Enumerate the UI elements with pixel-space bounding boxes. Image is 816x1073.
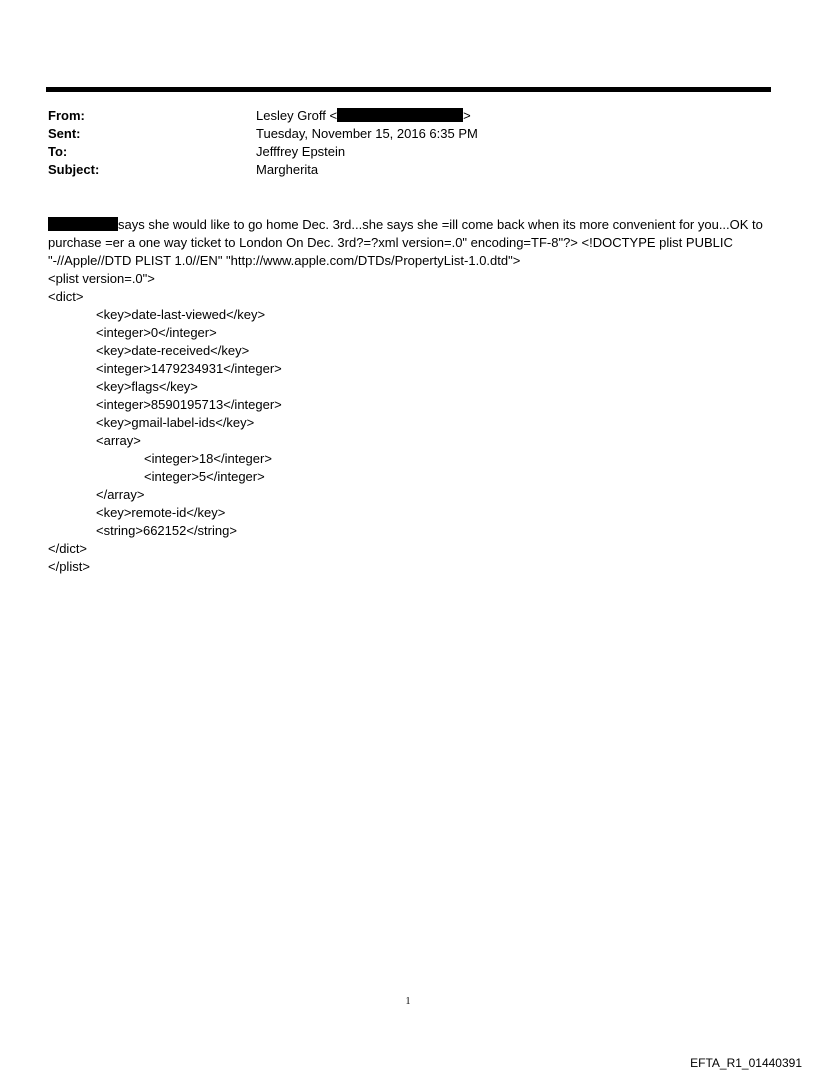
body-paragraph (48, 216, 772, 270)
sent-row (48, 125, 768, 143)
plist-line: <integer>5</integer> (144, 469, 265, 484)
from-suffix: > (463, 108, 471, 123)
subject-value: Margherita (256, 162, 319, 177)
subject-row (48, 161, 768, 179)
header-rule (46, 87, 771, 92)
plist-line: <key>flags</key> (96, 379, 198, 394)
plist-line: <integer>1479234931</integer> (96, 361, 282, 376)
from-row (48, 107, 768, 125)
to-row (48, 143, 768, 161)
plist-line: <key>remote-id</key> (96, 505, 226, 520)
plist-line: <key>date-received</key> (96, 343, 250, 358)
plist-line: <integer>0</integer> (96, 325, 217, 340)
document-id: EFTA_R1_01440391 (690, 1056, 802, 1070)
from-value (256, 107, 768, 125)
plist-lines (48, 270, 772, 576)
subject-label: Subject: (48, 162, 100, 177)
sent-label: Sent: (48, 126, 81, 141)
plist-line: <string>662152</string> (96, 523, 237, 538)
plist-line: <key>gmail-label-ids</key> (96, 415, 255, 430)
body-paragraph-text: says she would like to go home Dec. 3rd...she says she =ill come back when its more convenient for you...OK to purchase =er a one way ticket to London On Dec. 3rd?=?xml version=.0" encoding=TF-8"?> <!DOCTYPE plist PUBLIC "-//Apple//DTD PLIST 1.0//EN" "http://www.apple.com/DTDs/PropertyList-1.0.dtd"> (48, 217, 763, 268)
from-name: Lesley Groff < (256, 108, 338, 123)
plist-line: <integer>18</integer> (144, 451, 272, 466)
email-body (48, 216, 772, 576)
plist-line: </dict> (48, 541, 88, 556)
email-header (48, 107, 768, 179)
plist-line: <key>date-last-viewed</key> (96, 307, 266, 322)
plist-line: <plist version=.0"> (48, 271, 155, 286)
to-label: To: (48, 144, 68, 159)
plist-line: <dict> (48, 289, 84, 304)
plist-line: </array> (96, 487, 145, 502)
redaction-box (48, 217, 118, 231)
to-value: Jefffrey Epstein (256, 144, 346, 159)
plist-line: </plist> (48, 559, 90, 574)
redaction-box (337, 108, 463, 122)
plist-line: <integer>8590195713</integer> (96, 397, 282, 412)
sent-value: Tuesday, November 15, 2016 6:35 PM (256, 126, 478, 141)
from-label: From: (48, 108, 85, 123)
plist-line: <array> (96, 433, 141, 448)
page-number: 1 (405, 996, 411, 1007)
